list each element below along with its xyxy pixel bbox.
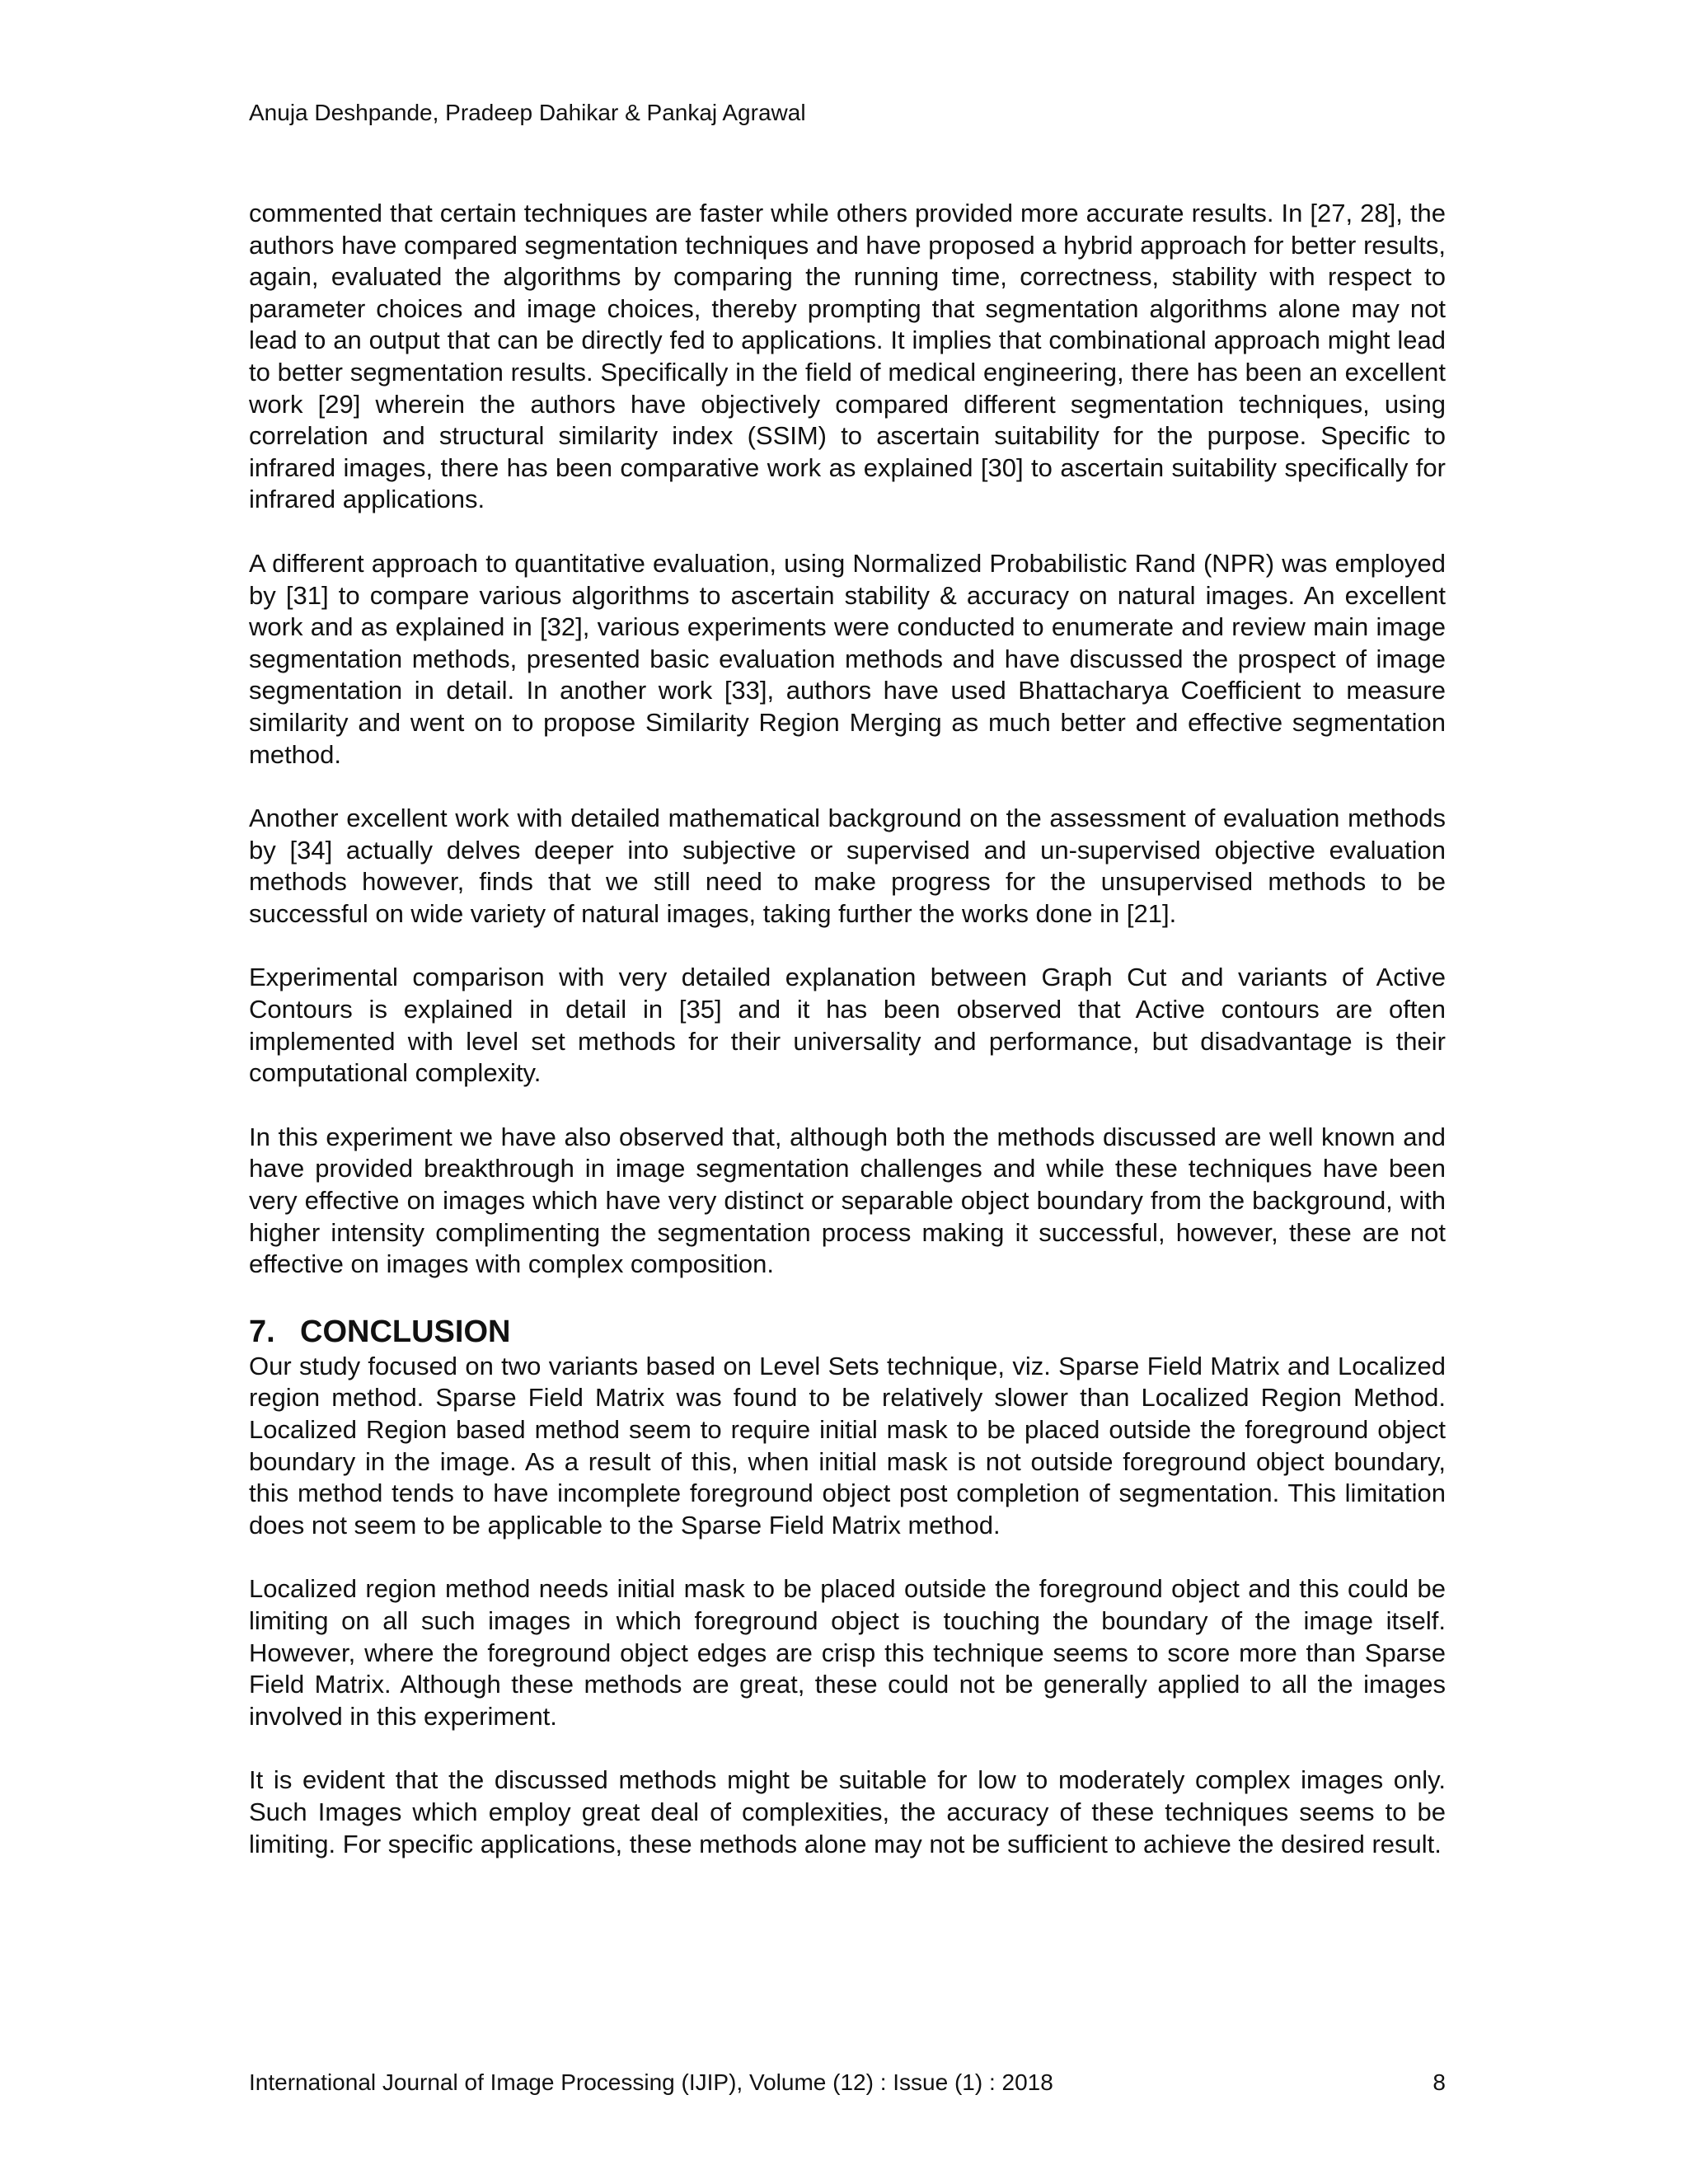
- running-head-authors: Anuja Deshpande, Pradeep Dahikar & Pankaj Agrawal: [249, 100, 806, 125]
- body-paragraph-3: Another excellent work with detailed mathematical background on the assessment of evaluation methods by [34] actually delves deeper into subjective or supervised and un-supervised objective evaluation methods however, finds that we still need to make progress for the unsupervised methods to be successful on wide variety of natural images, taking further the works done in [21].: [249, 804, 1446, 928]
- body-paragraph-1: commented that certain techniques are faster while others provided more accurate results. In [27, 28], the authors have compared segmentation techniques and have proposed a hybrid approach for better results, again, evaluated the algorithms by comparing the running time, correctness, stability with respect to parameter choices and image choices, thereby prompting that segmentation algorithms alone may not lead to an output that can be directly fed to applications. It implies that combinational approach might lead to better segmentation results. Specifically in the field of medical engineering, there has been an excellent work [29] wherein the authors have objectively compared different segmentation techniques, using correlation and structural similarity index (SSIM) to ascertain suitability for the purpose. Specific to infrared images, there has been comparative work as explained [30] to ascertain suitability specifically for infrared applications.: [249, 199, 1446, 514]
- body-paragraph-2: A different approach to quantitative evaluation, using Normalized Probabilistic Rand (NPR) was employed by [31] to compare various algorithms to ascertain stability & accuracy on natural images. An excellent work and as explained in [32], various experiments were conducted to enumerate and review main image segmentation methods, presented basic evaluation methods and have discussed the prospect of image segmentation in detail. In another work [33], authors have used Bhattacharya Coefficient to measure similarity and went on to propose Similarity Region Merging as much better and effective segmentation method.: [249, 548, 1446, 769]
- body-paragraph-4: Experimental comparison with very detailed explanation between Graph Cut and variants of Active Contours is explained in detail in [35] and it has been observed that Active contours are often implemented with level set methods for their universality and performance, but disadvantage is their computational complexity.: [249, 963, 1446, 1088]
- conclusion-paragraph-2: Localized region method needs initial mask to be placed outside the foreground object and this could be limiting on all such images in which foreground object is touching the boundary of the image itself. However, where the foreground object edges are crisp this technique seems to score more than Sparse Field Matrix. Although these methods are great, these could not be generally applied to all the images involved in this experiment.: [249, 1574, 1446, 1731]
- footer-journal-citation: International Journal of Image Processing (IJIP), Volume (12) : Issue (1) : 2018: [249, 2069, 1053, 2095]
- section-number: 7.: [249, 1314, 275, 1349]
- conclusion-paragraph-1: Our study focused on two variants based on Level Sets technique, viz. Sparse Field Matrix and Localized region method. Sparse Field Matrix was found to be relatively slower than Localized Region Method. Localized Region based method seem to require initial mask to be placed outside the foreground object boundary in the image. As a result of this, when initial mask is not outside foreground object boundary, this method tends to have incomplete foreground object post completion of segmentation. This limitation does not seem to be applicable to the Sparse Field Matrix method.: [249, 1351, 1446, 1540]
- footer-page-number: 8: [1432, 2069, 1446, 2095]
- body-paragraph-5: In this experiment we have also observed that, although both the methods discussed are well known and have provided breakthrough in image segmentation challenges and while these techniques have been very effective on images which have very distinct or separable object boundary from the background, with higher intensity complimenting the segmentation process making it successful, however, these are not effective on images with complex composition.: [249, 1122, 1446, 1279]
- section-heading-conclusion: [249, 1313, 1446, 1351]
- main-content: [249, 198, 1446, 1892]
- section-title: CONCLUSION: [300, 1314, 511, 1349]
- conclusion-paragraph-3: It is evident that the discussed methods might be suitable for low to moderately complex images only. Such Images which employ great deal of complexities, the accuracy of these techniques seems to be limiting. For specific applications, these methods alone may not be sufficient to achieve the desired result.: [249, 1765, 1446, 1858]
